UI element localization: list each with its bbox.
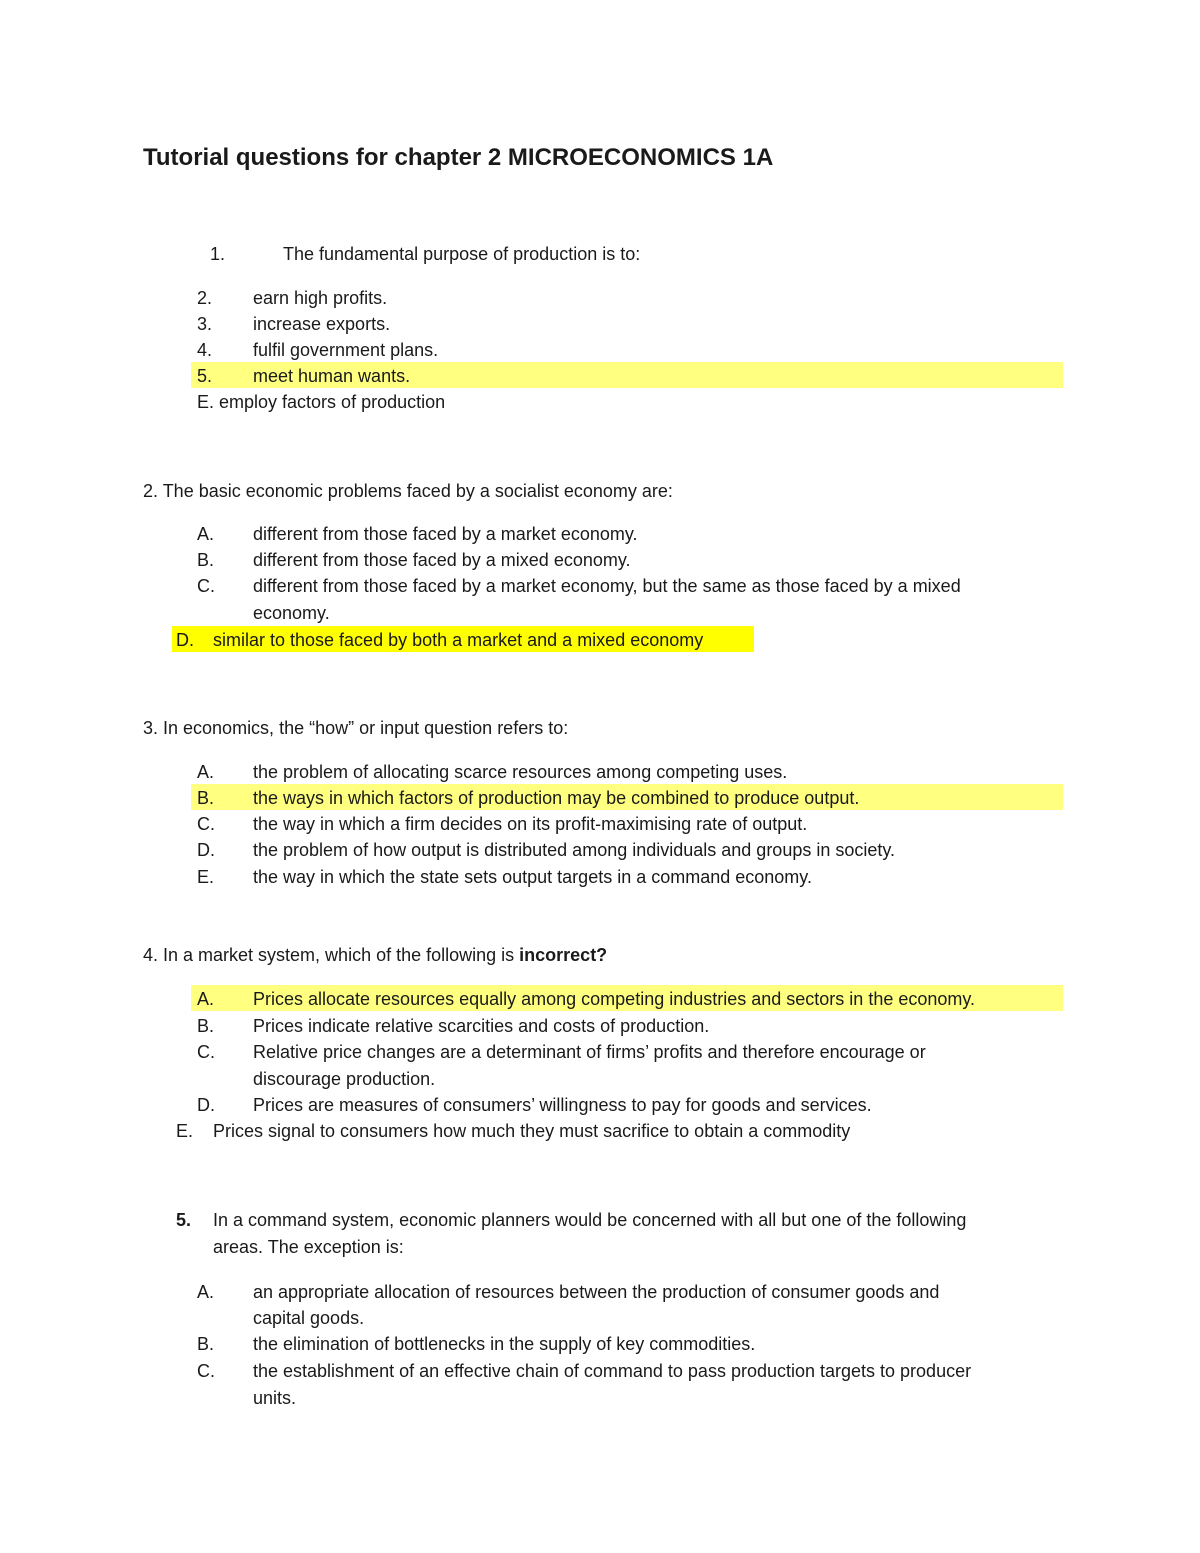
question-text: In a command system, economic planners would be concerned with all but one of the following <box>213 1210 967 1230</box>
page-title: Tutorial questions for chapter 2 MICROECONOMICS 1A <box>143 144 774 171</box>
option-text: different from those faced by a market economy, but the same as those faced by a mixed <box>253 576 961 596</box>
answer-option <box>0 811 1200 837</box>
option-text: Relative price changes are a determinant of firms’ profits and therefore encourage or <box>253 1042 926 1062</box>
option-label: 2. <box>197 288 213 308</box>
answer-option <box>0 547 1200 573</box>
answer-option <box>0 864 1200 890</box>
option-text: the establishment of an effective chain of command to pass production targets to producer <box>253 1361 972 1381</box>
option-label: A. <box>197 1282 215 1302</box>
answer-option <box>0 1039 1200 1065</box>
answer-option <box>0 285 1200 311</box>
option-label: 3. <box>197 314 213 334</box>
answer-option-continued <box>0 1385 1200 1411</box>
answer-option <box>0 1331 1200 1357</box>
option-label: C. <box>197 1042 215 1062</box>
answer-option <box>0 1279 1200 1305</box>
option-label: A. <box>197 762 215 782</box>
question-stem <box>0 942 1200 968</box>
option-text: the problem of allocating scarce resources among competing uses. <box>253 762 788 782</box>
question-text: 3. In economics, the “how” or input question refers to: <box>143 718 569 738</box>
option-label: B. <box>197 550 215 570</box>
option-text: the problem of how output is distributed among individuals and groups in society. <box>253 840 896 860</box>
option-text: the way in which a firm decides on its profit-maximising rate of output. <box>253 814 808 834</box>
question-text: The fundamental purpose of production is to: <box>283 244 641 264</box>
option-text: discourage production. <box>253 1069 436 1089</box>
option-label: C. <box>197 1361 215 1381</box>
option-text: increase exports. <box>253 314 391 334</box>
option-text: earn high profits. <box>253 288 388 308</box>
emphasis-text: incorrect? <box>519 945 608 965</box>
answer-option <box>0 1013 1200 1039</box>
answer-option-continued <box>0 1305 1200 1331</box>
option-label: E. <box>176 1121 194 1141</box>
answer-option <box>0 337 1200 363</box>
question-text: areas. The exception is: <box>213 1237 404 1257</box>
option-label: C. <box>197 576 215 596</box>
question-stem-continued <box>0 1234 1200 1260</box>
option-text: economy. <box>253 603 330 623</box>
question-stem <box>0 715 1200 741</box>
option-text: E. employ factors of production <box>197 392 446 412</box>
answer-option <box>0 521 1200 547</box>
option-label: A. <box>197 524 215 544</box>
answer-option <box>0 573 1200 599</box>
option-label: A. <box>197 989 215 1009</box>
question-stem <box>0 1207 1200 1233</box>
answer-option-correct <box>0 627 1200 653</box>
option-text: Prices indicate relative scarcities and costs of production. <box>253 1016 710 1036</box>
option-text: different from those faced by a mixed economy. <box>253 550 631 570</box>
option-label: C. <box>197 814 215 834</box>
option-label: D. <box>197 840 215 860</box>
answer-option <box>0 311 1200 337</box>
question-number: 5. <box>176 1210 192 1230</box>
answer-option <box>0 759 1200 785</box>
option-text: different from those faced by a market economy. <box>253 524 638 544</box>
option-label: B. <box>197 1334 215 1354</box>
option-label: D. <box>197 1095 215 1115</box>
option-text: the way in which the state sets output targets in a command economy. <box>253 867 812 887</box>
answer-option-continued <box>0 1066 1200 1092</box>
answer-option-continued <box>0 600 1200 626</box>
question-text: 2. The basic economic problems faced by a socialist economy are: <box>143 481 673 501</box>
question-text: 4. In a market system, which of the following is incorrect? <box>143 945 608 965</box>
answer-option <box>0 1092 1200 1118</box>
option-text: capital goods. <box>253 1308 365 1328</box>
option-text: Prices signal to consumers how much they must sacrifice to obtain a commodity <box>213 1121 851 1141</box>
answer-option <box>0 1118 1200 1144</box>
question-stem <box>0 241 1200 267</box>
option-text: Prices allocate resources equally among competing industries and sectors in the economy. <box>253 989 976 1009</box>
answer-option <box>0 389 1200 415</box>
answer-option-correct <box>0 363 1200 389</box>
option-label: B. <box>197 1016 215 1036</box>
option-text: meet human wants. <box>253 366 411 386</box>
question-stem <box>0 478 1200 504</box>
answer-option <box>0 1358 1200 1384</box>
answer-option-correct <box>0 986 1200 1012</box>
option-label: E. <box>197 867 215 887</box>
option-label: 5. <box>197 366 213 386</box>
question-number: 1. <box>210 244 226 264</box>
answer-option <box>0 837 1200 863</box>
option-label: D. <box>176 630 194 650</box>
option-text: the ways in which factors of production may be combined to produce output. <box>253 788 860 808</box>
option-text: Prices are measures of consumers’ willingness to pay for goods and services. <box>253 1095 872 1115</box>
option-label: 4. <box>197 340 213 360</box>
option-text: units. <box>253 1388 297 1408</box>
option-label: B. <box>197 788 215 808</box>
answer-option-correct <box>0 785 1200 811</box>
option-text: similar to those faced by both a market and a mixed economy <box>213 630 704 650</box>
option-text: fulfil government plans. <box>253 340 439 360</box>
option-text: the elimination of bottlenecks in the supply of key commodities. <box>253 1334 756 1354</box>
option-text: an appropriate allocation of resources between the production of consumer goods and <box>253 1282 940 1302</box>
